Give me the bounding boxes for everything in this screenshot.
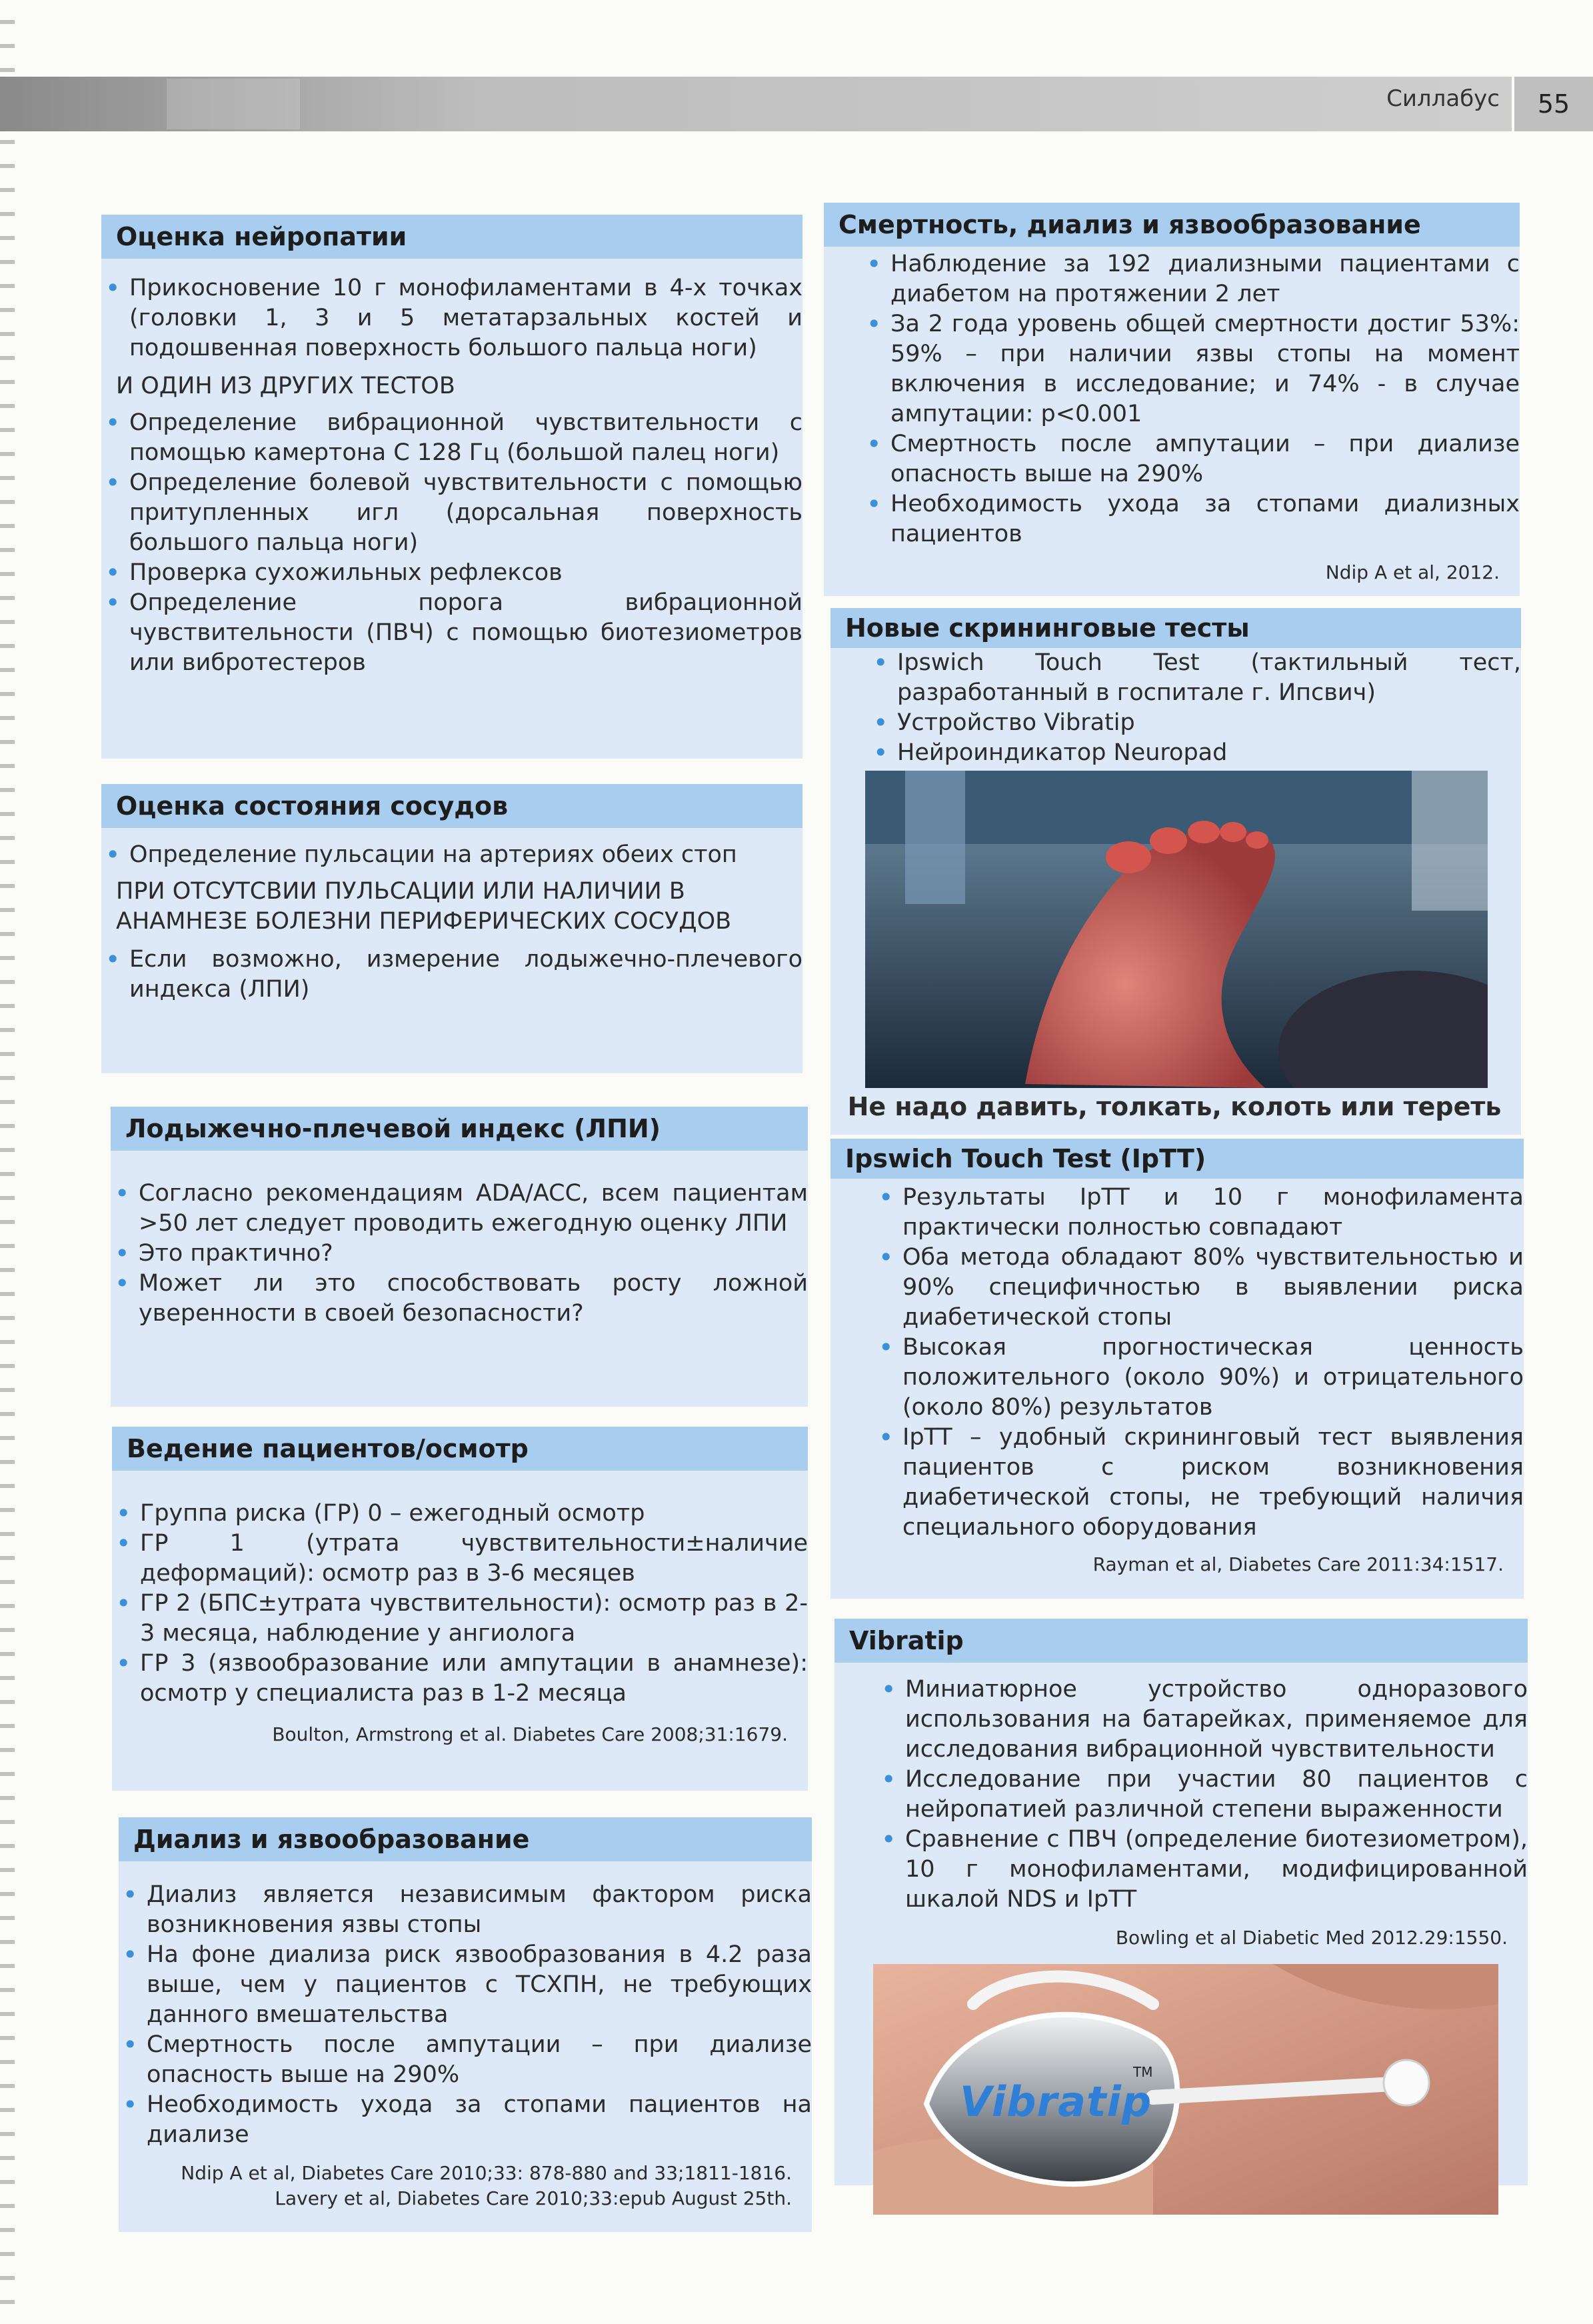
management-reference: Boulton, Armstrong et al. Diabetes Care 2008;31:1679.	[272, 1723, 788, 1745]
list-item: • На фоне диализа риск язвообразования в 4.2 раза выше, чем у пациентов с ТСХПН, не требующих данного вмешательства	[119, 1940, 812, 2030]
mortality-title: Смертность, диализ и язвообразование	[824, 203, 1520, 247]
list-item: • Необходимость ухода за стопами пациентов на диализе	[119, 2090, 812, 2150]
list-item: • Высокая прогностическая ценность положительного (около 90%) и отрицательного (около 80%) результатов	[874, 1333, 1524, 1423]
list-item: • Миниатюрное устройство одноразового использования на батарейках, применяемое для исследования вибрационной чувствительности	[877, 1675, 1528, 1765]
abi-box	[111, 1107, 808, 1407]
list-item: • Исследование при участии 80 пациентов с нейропатией различной степени выраженности	[877, 1765, 1528, 1825]
page-number: 55	[1512, 77, 1593, 131]
list-item: • Если возможно, измерение лодыжечно-плечевого индекса (ЛПИ)	[101, 945, 802, 1005]
list-item: • Определение пульсации на артериях обеих стоп	[101, 840, 802, 870]
vibratip-reference: Bowling et al Diabetic Med 2012.29:1550.	[1115, 1927, 1508, 1949]
dialysis-box	[119, 1817, 812, 2232]
list-item: • ГР 3 (язвообразование или ампутации в анамнезе): осмотр у специалиста раз в 1-2 месяца	[112, 1649, 808, 1709]
vibratip-photo	[873, 1964, 1498, 2215]
list-item: • Группа риска (ГР) 0 – ежегодный осмотр	[112, 1499, 808, 1529]
vessels-caps-note: ПРИ ОТСУТСВИИ ПУЛЬСАЦИИ ИЛИ НАЛИЧИИ В АНАМНЕЗЕ БОЛЕЗНИ ПЕРИФЕРИЧЕСКИХ СОСУДОВ	[116, 878, 732, 935]
management-title: Ведение пациентов/осмотр	[112, 1427, 808, 1471]
vibratip-device-logo: Vibratip	[960, 2077, 1152, 2126]
list-item: • ГР 2 (БПС±утрата чувствительности): осмотр раз в 2-3 месяца, наблюдение у ангиолога	[112, 1589, 808, 1649]
neuropathy-box	[101, 215, 802, 759]
management-box	[112, 1427, 808, 1791]
list-item: • Наблюдение за 192 диализными пациентами с диабетом на протяжении 2 лет	[862, 249, 1520, 309]
list-item: • Сравнение с ПВЧ (определение биотезиометром), 10 г монофиламентами, модифицированной шкалой NDS и IpTT	[877, 1825, 1528, 1915]
neuropathy-title: Оценка нейропатии	[101, 215, 802, 259]
dialysis-reference-2: Lavery et al, Diabetes Care 2010;33:epub August 25th.	[275, 2187, 792, 2209]
section-name: Силлабус	[1386, 85, 1500, 112]
screening-title: Новые скрининговые тесты	[830, 608, 1521, 648]
list-item: • За 2 года уровень общей смертности достиг 53%: 59% – при наличии язвы стопы на момент включения в исследование; и 74% - в случае ампутации: p<0.001	[862, 309, 1520, 429]
list-item: • Ipswich Touch Test (тактильный тест, разработанный в госпитале г. Ипсвич)	[869, 648, 1521, 708]
iptt-reference: Rayman et al, Diabetes Care 2011:34:1517.	[1092, 1553, 1504, 1575]
vessels-title: Оценка состояния сосудов	[101, 784, 802, 828]
vibratip-trademark: TM	[1133, 2064, 1153, 2080]
list-item: • Нейроиндикатор Neuropad	[869, 738, 1521, 768]
iptt-title: Ipswich Touch Test (IpTT)	[830, 1139, 1524, 1179]
list-item: • Согласно рекомендациям ADA/ACC, всем пациентам >50 лет следует проводить ежегодную оценку ЛПИ	[111, 1179, 808, 1239]
list-item: • Смертность после ампутации – при диализе опасность выше на 290%	[862, 429, 1520, 489]
mortality-box	[824, 203, 1520, 596]
foot-photo	[865, 771, 1488, 1088]
list-item: • Это практично?	[111, 1239, 808, 1269]
list-item: • Проверка сухожильных рефлексов	[101, 558, 802, 588]
header-logo-watermark	[167, 79, 300, 129]
vessels-box	[101, 784, 802, 1073]
list-item: • Может ли это способствовать росту ложной уверенности в своей безопасности?	[111, 1269, 808, 1329]
list-item: • Оба метода обладают 80% чувствительностью и 90% специфичностью в выявлении риска диабетической стопы	[874, 1243, 1524, 1333]
abi-title: Лодыжечно-плечевой индекс (ЛПИ)	[111, 1107, 808, 1151]
mortality-reference: Ndip A et al, 2012.	[1325, 561, 1500, 583]
list-item: • Определение порога вибрационной чувствительности (ПВЧ) с помощью биотезиометров или вибротестеров	[101, 588, 802, 678]
list-item: • Определение вибрационной чувствительности с помощью камертона С 128 Гц (большой палец ноги)	[101, 408, 802, 468]
list-item: • Устройство Vibratip	[869, 708, 1521, 738]
dialysis-reference-1: Ndip A et al, Diabetes Care 2010;33: 878-880 and 33;1811-1816.	[181, 2162, 792, 2184]
list-item: • Необходимость ухода за стопами диализных пациентов	[862, 489, 1520, 549]
list-item: • Диализ является независимым фактором риска возникновения язвы стопы	[119, 1880, 812, 1940]
vibratip-title: Vibratip	[834, 1619, 1528, 1663]
foot-photo-caption: Не надо давить, толкать, колоть или тереть	[847, 1092, 1502, 1121]
list-item: • Определение болевой чувствительности с помощью притупленных игл (дорсальная поверхность большого пальца ноги)	[101, 468, 802, 558]
list-item: • ГР 1 (утрата чувствительности±наличие деформаций): осмотр раз в 3-6 месяцев	[112, 1529, 808, 1589]
list-item: • Смертность после ампутации – при диализе опасность выше на 290%	[119, 2030, 812, 2090]
neuropathy-caps-note: И ОДИН ИЗ ДРУГИХ ТЕСТОВ	[116, 373, 455, 399]
dialysis-title: Диализ и язвообразование	[119, 1817, 812, 1861]
iptt-box	[830, 1139, 1524, 1599]
list-item: • Прикосновение 10 г монофиламентами в 4-х точках (головки 1, 3 и 5 метатарзальных костей и подошвенная поверхность большого пальца ноги)	[101, 273, 802, 363]
spiral-binding-edge	[0, 0, 15, 2324]
list-item: • Результаты IpTT и 10 г монофиламента практически полностью совпадают	[874, 1183, 1524, 1243]
list-item: • IpTT – удобный скрининговый тест выявления пациентов с риском возникновения диабетической стопы, не требующий наличия специального оборудования	[874, 1423, 1524, 1543]
foot-photo-illustration	[865, 771, 1488, 1088]
